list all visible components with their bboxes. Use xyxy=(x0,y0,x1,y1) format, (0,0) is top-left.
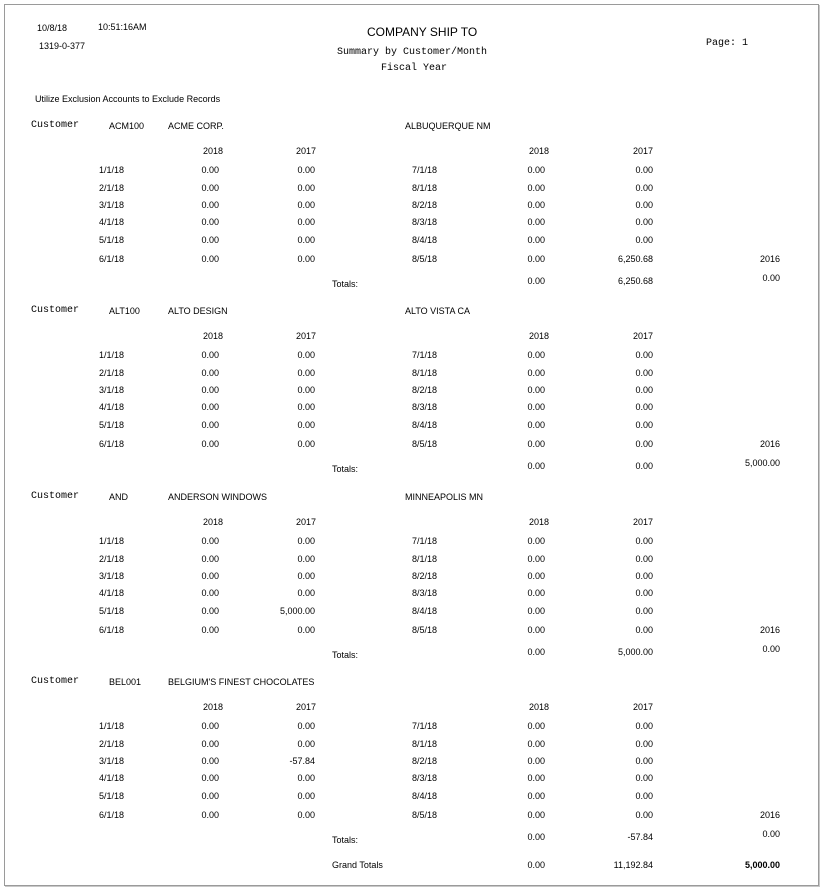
month-date: 6/1/18 xyxy=(99,439,125,449)
month-date: 8/1/18 xyxy=(412,183,438,193)
year-header-2018: 2018 xyxy=(202,702,223,712)
year-header-2016: 2016 xyxy=(759,810,780,820)
month-date: 2/1/18 xyxy=(99,739,125,749)
customer-code: ACM100 xyxy=(109,121,145,131)
customer-code: AND xyxy=(109,492,129,502)
report-time: 10:51:16AM xyxy=(98,22,147,32)
value-2018: 0.00 xyxy=(527,810,545,820)
total-2018: 0.00 xyxy=(527,647,545,657)
month-date: 8/3/18 xyxy=(412,773,438,783)
month-date: 8/5/18 xyxy=(412,625,438,635)
value-2018: 0.00 xyxy=(201,606,219,616)
report-page xyxy=(4,4,819,886)
value-2017: 0.00 xyxy=(297,254,315,264)
month-date: 4/1/18 xyxy=(99,402,125,412)
value-2017: 0.00 xyxy=(635,625,653,635)
grand-total-2016: 5,000.00 xyxy=(744,860,780,870)
value-2018: 0.00 xyxy=(201,554,219,564)
year-header-2017: 2017 xyxy=(632,331,653,341)
report-subtitle: Summary by Customer/Month xyxy=(337,47,488,58)
value-2017: 0.00 xyxy=(297,625,315,635)
value-2018: 0.00 xyxy=(201,739,219,749)
report-date: 10/8/18 xyxy=(37,23,68,33)
value-2018: 0.00 xyxy=(201,254,219,264)
customer-label: Customer xyxy=(31,491,80,502)
year-header-2018: 2018 xyxy=(202,146,223,156)
month-date: 7/1/18 xyxy=(412,350,438,360)
month-date: 8/3/18 xyxy=(412,217,438,227)
year-header-2018: 2018 xyxy=(202,517,223,527)
month-date: 1/1/18 xyxy=(99,350,125,360)
value-2018: 0.00 xyxy=(201,217,219,227)
year-header-2016: 2016 xyxy=(759,254,780,264)
report-subtitle-2: Fiscal Year xyxy=(381,63,448,74)
value-2018: 0.00 xyxy=(527,368,545,378)
month-date: 8/1/18 xyxy=(412,739,438,749)
customer-city-state: ALTO VISTA CA xyxy=(405,306,471,316)
year-header-2018: 2018 xyxy=(528,331,549,341)
value-2017: 0.00 xyxy=(297,420,315,430)
value-2018: 0.00 xyxy=(201,791,219,801)
value-2017: 0.00 xyxy=(297,385,315,395)
value-2018: 0.00 xyxy=(201,350,219,360)
value-2018: 0.00 xyxy=(201,536,219,546)
month-date: 2/1/18 xyxy=(99,183,125,193)
month-date: 4/1/18 xyxy=(99,773,125,783)
value-2018: 0.00 xyxy=(201,756,219,766)
month-date: 7/1/18 xyxy=(412,536,438,546)
value-2018: 0.00 xyxy=(527,588,545,598)
month-date: 8/1/18 xyxy=(412,368,438,378)
value-2017: 0.00 xyxy=(297,217,315,227)
value-2018: 0.00 xyxy=(527,200,545,210)
value-2017: 0.00 xyxy=(635,721,653,731)
value-2017: 0.00 xyxy=(297,554,315,564)
value-2017: 0.00 xyxy=(635,235,653,245)
value-2018: 0.00 xyxy=(527,606,545,616)
total-2017: 5,000.00 xyxy=(617,647,653,657)
month-date: 3/1/18 xyxy=(99,571,125,581)
month-date: 8/3/18 xyxy=(412,402,438,412)
total-2018: 0.00 xyxy=(527,276,545,286)
value-2017: 0.00 xyxy=(297,368,315,378)
value-2018: 0.00 xyxy=(201,773,219,783)
year-header-2017: 2017 xyxy=(632,517,653,527)
totals-label: Totals: xyxy=(332,464,359,474)
value-2017: 5,000.00 xyxy=(279,606,315,616)
value-2017: 0.00 xyxy=(297,721,315,731)
month-date: 8/2/18 xyxy=(412,200,438,210)
year-header-2016: 2016 xyxy=(759,625,780,635)
total-2018: 0.00 xyxy=(527,461,545,471)
value-2017: 0.00 xyxy=(635,554,653,564)
value-2018: 0.00 xyxy=(527,235,545,245)
value-2018: 0.00 xyxy=(527,554,545,564)
total-2017: 0.00 xyxy=(635,461,653,471)
month-date: 7/1/18 xyxy=(412,165,438,175)
month-date: 8/2/18 xyxy=(412,571,438,581)
value-2017: 0.00 xyxy=(297,439,315,449)
month-date: 6/1/18 xyxy=(99,254,125,264)
year-header-2016: 2016 xyxy=(759,439,780,449)
value-2017: 0.00 xyxy=(297,773,315,783)
value-2018: 0.00 xyxy=(527,439,545,449)
value-2018: 0.00 xyxy=(201,200,219,210)
year-header-2017: 2017 xyxy=(632,146,653,156)
value-2017: 0.00 xyxy=(635,385,653,395)
total-2016: 0.00 xyxy=(762,273,780,283)
totals-label: Totals: xyxy=(332,650,359,660)
customer-name: ALTO DESIGN xyxy=(168,306,228,316)
report-id: 1319-0-377 xyxy=(39,41,86,51)
value-2017: 0.00 xyxy=(635,810,653,820)
value-2017: 0.00 xyxy=(635,606,653,616)
month-date: 8/2/18 xyxy=(412,756,438,766)
month-date: 6/1/18 xyxy=(99,810,125,820)
year-header-2018: 2018 xyxy=(202,331,223,341)
month-date: 3/1/18 xyxy=(99,385,125,395)
value-2017: 0.00 xyxy=(635,183,653,193)
month-date: 8/1/18 xyxy=(412,554,438,564)
value-2018: 0.00 xyxy=(201,402,219,412)
value-2018: 0.00 xyxy=(527,385,545,395)
year-header-2018: 2018 xyxy=(528,146,549,156)
value-2017: 0.00 xyxy=(635,756,653,766)
grand-total-2017: 11,192.84 xyxy=(613,860,653,870)
month-date: 1/1/18 xyxy=(99,165,125,175)
value-2017: 0.00 xyxy=(297,810,315,820)
value-2018: 0.00 xyxy=(201,439,219,449)
month-date: 1/1/18 xyxy=(99,536,125,546)
customer-label: Customer xyxy=(31,120,80,131)
value-2018: 0.00 xyxy=(527,721,545,731)
report-title: COMPANY SHIP TO xyxy=(367,25,478,39)
value-2017: 0.00 xyxy=(635,791,653,801)
month-date: 8/2/18 xyxy=(412,385,438,395)
month-date: 4/1/18 xyxy=(99,217,125,227)
month-date: 8/4/18 xyxy=(412,235,438,245)
totals-label: Totals: xyxy=(332,835,359,845)
customer-code: ALT100 xyxy=(109,306,140,316)
year-header-2017: 2017 xyxy=(295,517,316,527)
total-2016: 5,000.00 xyxy=(744,458,780,468)
value-2017: 0.00 xyxy=(635,536,653,546)
value-2018: 0.00 xyxy=(527,625,545,635)
value-2018: 0.00 xyxy=(527,536,545,546)
month-date: 1/1/18 xyxy=(99,721,125,731)
value-2018: 0.00 xyxy=(527,254,545,264)
value-2017: 0.00 xyxy=(297,235,315,245)
totals-label: Totals: xyxy=(332,279,359,289)
customer-city-state: ALBUQUERQUE NM xyxy=(405,121,491,131)
value-2018: 0.00 xyxy=(527,791,545,801)
page-label: Page: xyxy=(706,38,737,49)
customer-label: Customer xyxy=(31,676,80,687)
exclusion-note: Utilize Exclusion Accounts to Exclude Records xyxy=(35,94,221,104)
month-date: 8/3/18 xyxy=(412,588,438,598)
value-2017: 0.00 xyxy=(635,402,653,412)
value-2018: 0.00 xyxy=(527,756,545,766)
value-2018: 0.00 xyxy=(527,571,545,581)
value-2018: 0.00 xyxy=(527,420,545,430)
month-date: 8/4/18 xyxy=(412,606,438,616)
grand-total-2018: 0.00 xyxy=(527,860,545,870)
value-2018: 0.00 xyxy=(527,350,545,360)
value-2018: 0.00 xyxy=(201,588,219,598)
value-2017: 0.00 xyxy=(635,200,653,210)
value-2017: 0.00 xyxy=(297,350,315,360)
value-2017: 0.00 xyxy=(635,739,653,749)
value-2018: 0.00 xyxy=(201,810,219,820)
customer-name: ACME CORP. xyxy=(168,121,224,131)
month-date: 6/1/18 xyxy=(99,625,125,635)
value-2017: 0.00 xyxy=(297,588,315,598)
month-date: 8/4/18 xyxy=(412,420,438,430)
value-2017: 0.00 xyxy=(635,439,653,449)
value-2018: 0.00 xyxy=(201,385,219,395)
value-2017: 0.00 xyxy=(635,350,653,360)
customer-name: ANDERSON WINDOWS xyxy=(168,492,267,502)
value-2018: 0.00 xyxy=(201,721,219,731)
value-2018: 0.00 xyxy=(201,625,219,635)
month-date: 3/1/18 xyxy=(99,200,125,210)
value-2017: 0.00 xyxy=(635,165,653,175)
month-date: 5/1/18 xyxy=(99,235,125,245)
total-2016: 0.00 xyxy=(762,829,780,839)
value-2017: 0.00 xyxy=(635,571,653,581)
month-date: 5/1/18 xyxy=(99,791,125,801)
year-header-2018: 2018 xyxy=(528,702,549,712)
month-date: 8/5/18 xyxy=(412,254,438,264)
value-2018: 0.00 xyxy=(527,402,545,412)
month-date: 4/1/18 xyxy=(99,588,125,598)
value-2017: 0.00 xyxy=(635,368,653,378)
value-2017: 0.00 xyxy=(297,200,315,210)
total-2018: 0.00 xyxy=(527,832,545,842)
value-2017: 0.00 xyxy=(635,773,653,783)
value-2017: 6,250.68 xyxy=(617,254,653,264)
value-2017: 0.00 xyxy=(635,588,653,598)
value-2018: 0.00 xyxy=(201,235,219,245)
month-date: 2/1/18 xyxy=(99,554,125,564)
value-2017: 0.00 xyxy=(635,420,653,430)
total-2017: 6,250.68 xyxy=(617,276,653,286)
month-date: 3/1/18 xyxy=(99,756,125,766)
value-2018: 0.00 xyxy=(201,571,219,581)
month-date: 8/4/18 xyxy=(412,791,438,801)
page-number: 1 xyxy=(742,38,749,49)
value-2018: 0.00 xyxy=(201,183,219,193)
total-2016: 0.00 xyxy=(762,644,780,654)
value-2017: 0.00 xyxy=(297,536,315,546)
year-header-2017: 2017 xyxy=(295,146,316,156)
month-date: 5/1/18 xyxy=(99,420,125,430)
value-2018: 0.00 xyxy=(527,739,545,749)
value-2017: 0.00 xyxy=(297,183,315,193)
value-2018: 0.00 xyxy=(527,165,545,175)
year-header-2017: 2017 xyxy=(295,702,316,712)
value-2017: 0.00 xyxy=(297,402,315,412)
customer-name: BELGIUM'S FINEST CHOCOLATES xyxy=(168,677,315,687)
customer-code: BEL001 xyxy=(109,677,142,687)
value-2018: 0.00 xyxy=(527,217,545,227)
value-2017: 0.00 xyxy=(635,217,653,227)
value-2018: 0.00 xyxy=(527,183,545,193)
year-header-2018: 2018 xyxy=(528,517,549,527)
month-date: 2/1/18 xyxy=(99,368,125,378)
value-2017: 0.00 xyxy=(297,165,315,175)
month-date: 8/5/18 xyxy=(412,439,438,449)
value-2018: 0.00 xyxy=(201,368,219,378)
grand-totals-label: Grand Totals xyxy=(332,860,383,870)
year-header-2017: 2017 xyxy=(632,702,653,712)
value-2017: -57.84 xyxy=(289,756,315,766)
value-2017: 0.00 xyxy=(297,791,315,801)
customer-city-state: MINNEAPOLIS MN xyxy=(405,492,484,502)
total-2017: -57.84 xyxy=(627,832,653,842)
month-date: 7/1/18 xyxy=(412,721,438,731)
value-2017: 0.00 xyxy=(297,739,315,749)
value-2017: 0.00 xyxy=(297,571,315,581)
value-2018: 0.00 xyxy=(527,773,545,783)
value-2018: 0.00 xyxy=(201,420,219,430)
month-date: 5/1/18 xyxy=(99,606,125,616)
month-date: 8/5/18 xyxy=(412,810,438,820)
year-header-2017: 2017 xyxy=(295,331,316,341)
customer-label: Customer xyxy=(31,305,80,316)
value-2018: 0.00 xyxy=(201,165,219,175)
